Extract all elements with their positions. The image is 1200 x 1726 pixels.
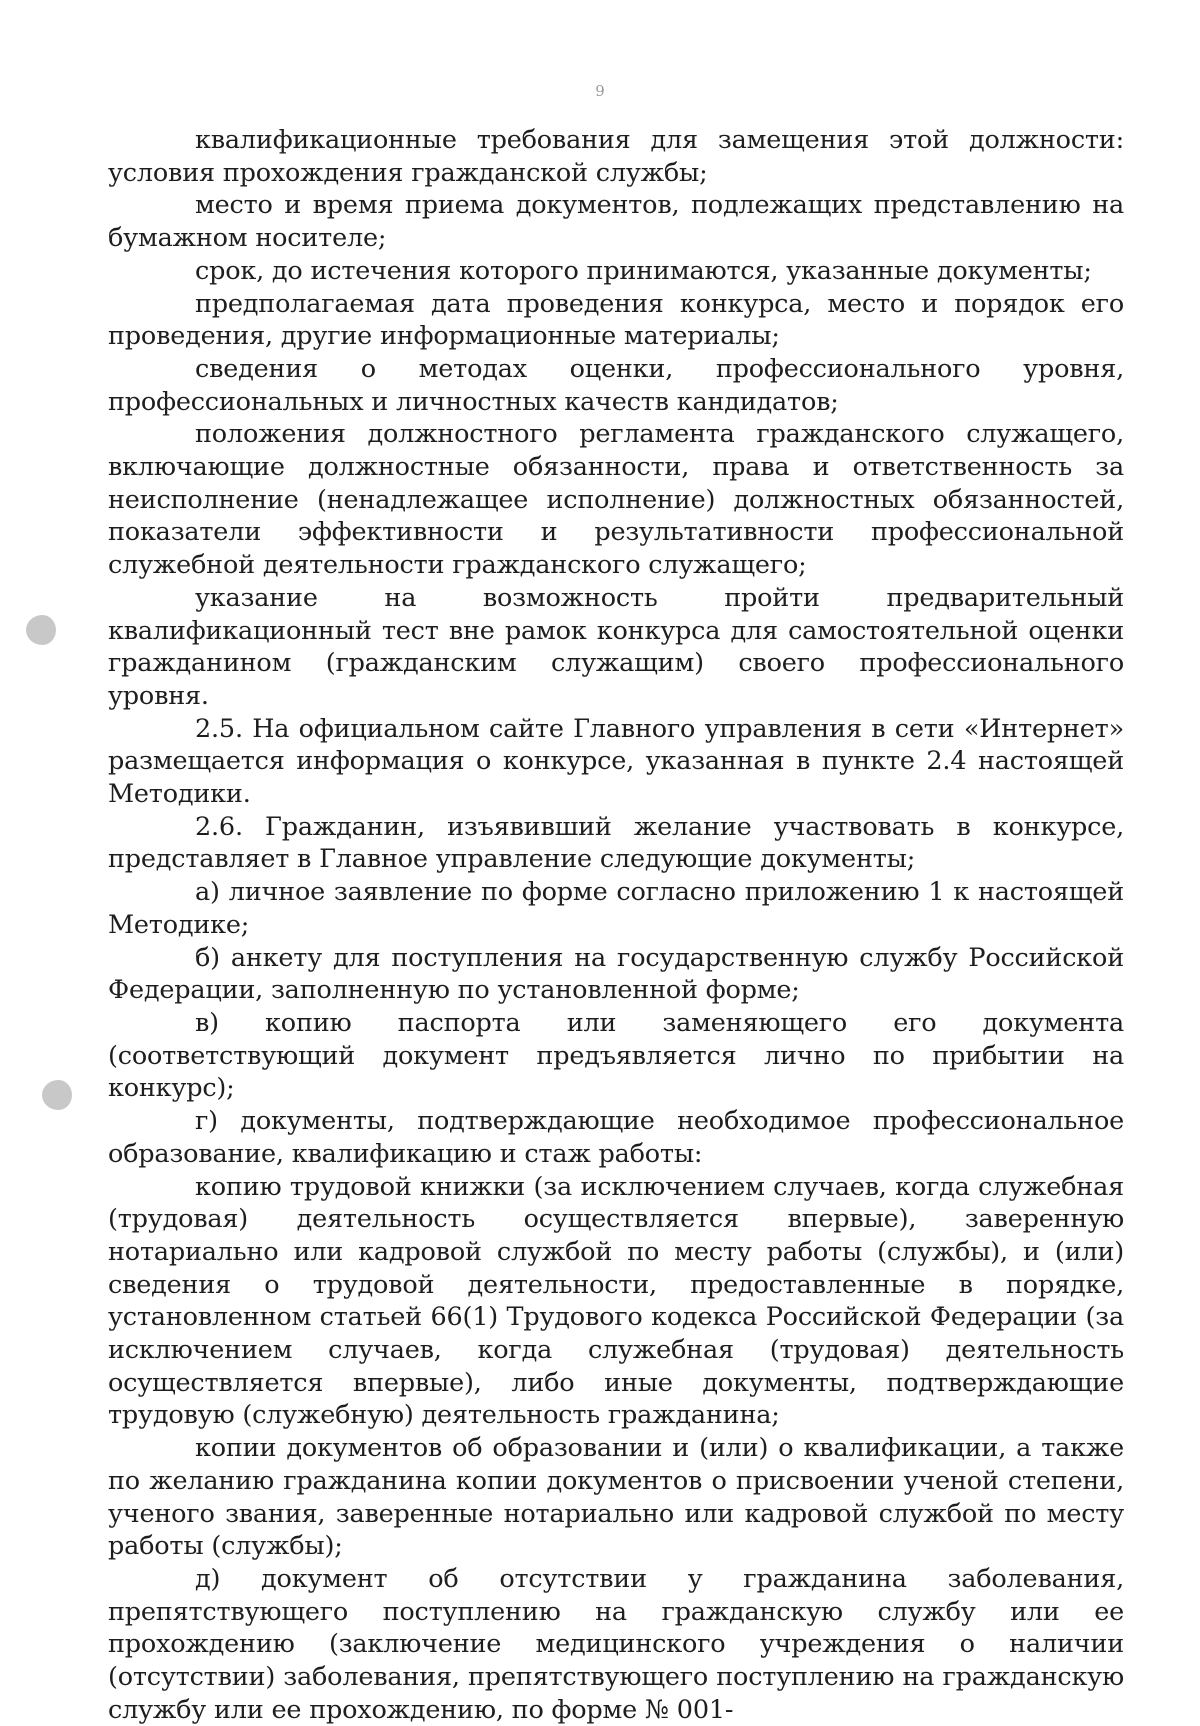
paragraph-education-copies: копии документов об образовании и (или) о квалификации, а также по желанию гражданина копии документов о присвоении ученой степени, ученого звания, заверенные нотариально или кадровой службой по месту работы (службы); — [108, 1433, 1124, 1562]
list-item-b: б) анкету для поступления на государственную службу Российской Федерации, заполненную по установленной форме; — [108, 942, 1124, 1006]
hole-punch-mark — [26, 615, 59, 645]
paragraph-2-5: 2.5. На официальном сайте Главного управления в сети «Интернет» размещается информация о конкурсе, указанная в пункте 2.4 настоящей Методики. — [108, 713, 1124, 810]
list-item-v: в) копию паспорта или заменяющего его документа (соответствующий документ предъявляется лично по прибытии на конкурс); — [108, 1007, 1124, 1104]
paragraph-assessment-methods: сведения о методах оценки, профессионального уровня, профессиональных и личностных качеств кандидатов; — [108, 353, 1124, 417]
paragraph-place-and-time: место и время приема документов, подлежащих представлению на бумажном носителе; — [108, 190, 1124, 254]
paragraph-qualification-requirements: квалификационные требования для замещения этой должности: условия прохождения гражданской службы; — [108, 125, 1124, 188]
document-body — [108, 124, 1124, 1726]
page-number: 9 — [595, 82, 605, 100]
list-item-a: а) личное заявление по форме согласно приложению 1 к настоящей Методике; — [108, 877, 1124, 940]
hole-punch-mark — [42, 1080, 75, 1110]
paragraph-contest-date: предполагаемая дата проведения конкурса, место и порядок его проведения, другие информационные материалы; — [108, 288, 1124, 352]
paragraph-qualification-test: указание на возможность пройти предварительный квалификационный тест вне рамок конкурса для самостоятельной оценки гражданином (гражданским служащим) своего профессионального уровня. — [108, 582, 1124, 711]
paragraph-2-6: 2.6. Гражданин, изъявивший желание участвовать в конкурсе, представляет в Главное управление следующие документы; — [108, 811, 1124, 875]
list-item-g: г) документы, подтверждающие необходимое профессиональное образование, квалификацию и стаж работы: — [108, 1106, 1124, 1169]
paragraph-work-record: копию трудовой книжки (за исключением случаев, когда служебная (трудовая) деятельность осуществляется впервые), заверенную нотариально или кадровой службой по месту работы (службы), и (или) сведения о трудовой деятельности, предоставленные в порядке, установленном статьей 66(1) Трудового кодекса Российской Федерации (за исключением случаев, когда служебная (трудовая) деятельность осуществляется впервые), либо иные документы, подтверждающие трудовую (служебную) деятельность гражданина; — [108, 1171, 1124, 1431]
list-item-d: д) документ об отсутствии у гражданина заболевания, препятствующего поступлению на гражданскую службу или ее прохождению (заключение медицинского учреждения о наличии (отсутствии) заболевания, препятствующего поступлению на гражданскую службу или ее прохождению, по форме № 001- — [108, 1563, 1124, 1725]
paragraph-deadline: срок, до истечения которого принимаются, указанные документы; — [195, 255, 1092, 286]
paragraph-job-regulations: положения должностного регламента гражданского служащего, включающие должностные обязанности, права и ответственность за неисполнение (ненадлежащее исполнение) должностных обязанностей, показатели эффективности и результативности профессиональной служебной деятельности гражданского служащего; — [108, 419, 1124, 581]
